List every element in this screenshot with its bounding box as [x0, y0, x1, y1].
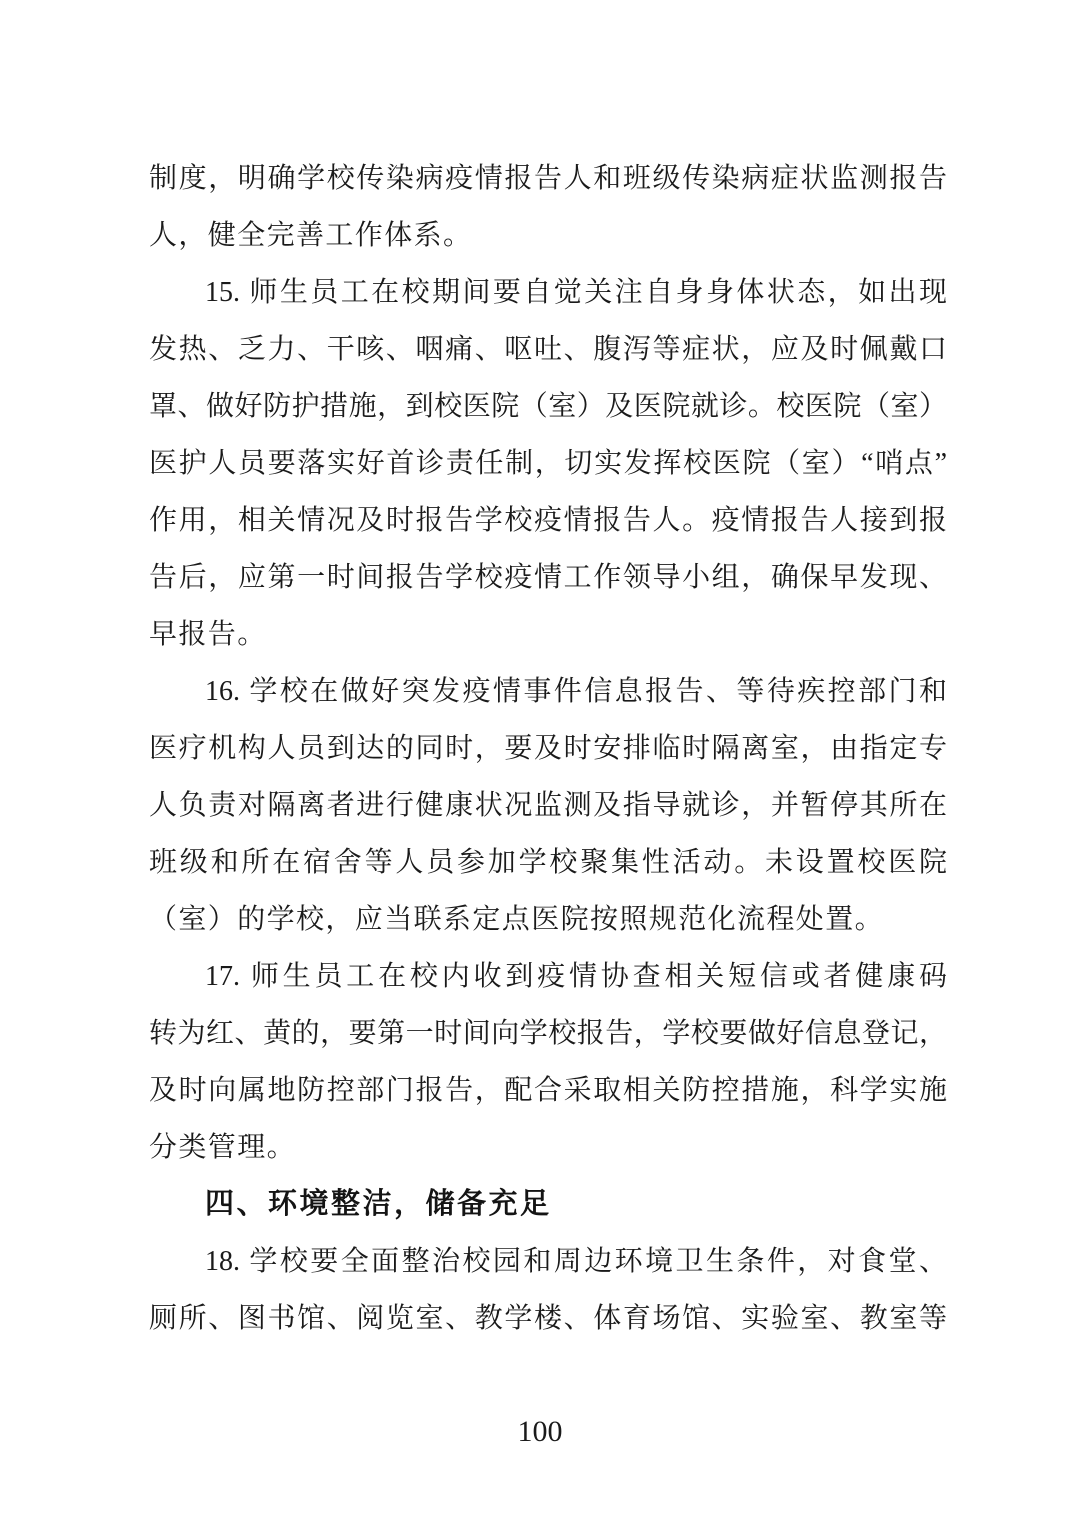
- text-line: 转为红、黄的，要第一时间向学校报告，学校要做好信息登记，: [149, 1018, 947, 1049]
- text-line: 人，健全完善工作体系。: [149, 220, 473, 251]
- text-line-item-15: 15. 师生员工在校期间要自觉关注自身身体状态，如出现: [205, 277, 947, 308]
- text-line: 医护人员要落实好首诊责任制，切实发挥校医院（室）“哨点”: [149, 448, 947, 479]
- text-line: 分类管理。: [149, 1132, 297, 1163]
- text-line-item-16: 16. 学校在做好突发疫情事件信息报告、等待疾控部门和: [205, 676, 947, 707]
- text-line-item-17: 17. 师生员工在校内收到疫情协查相关短信或者健康码: [205, 961, 947, 992]
- text-line-item-18: 18. 学校要全面整治校园和周边环境卫生条件，对食堂、: [205, 1246, 947, 1277]
- section-heading: 四、环境整洁，储备充足: [205, 1188, 552, 1220]
- text-line: 及时向属地防控部门报告，配合采取相关防控措施，科学实施: [149, 1075, 947, 1106]
- text-line: 人负责对隔离者进行健康状况监测及指导就诊，并暂停其所在: [149, 790, 947, 821]
- text-line: 告后，应第一时间报告学校疫情工作领导小组，确保早发现、: [149, 562, 947, 593]
- text-line: 作用，相关情况及时报告学校疫情报告人。疫情报告人接到报: [149, 505, 947, 536]
- text-line: 罩、做好防护措施，到校医院（室）及医院就诊。校医院（室）: [149, 391, 947, 422]
- text-line: 厕所、图书馆、阅览室、教学楼、体育场馆、实验室、教室等: [149, 1303, 947, 1334]
- text-line: 班级和所在宿舍等人员参加学校聚集性活动。未设置校医院: [149, 847, 947, 878]
- text-line: 医疗机构人员到达的同时，要及时安排临时隔离室，由指定专: [149, 733, 947, 764]
- text-line: （室）的学校，应当联系定点医院按照规范化流程处置。: [149, 904, 885, 935]
- text-line: 制度，明确学校传染病疫情报告人和班级传染病症状监测报告: [149, 163, 947, 194]
- text-line: 早报告。: [149, 619, 267, 650]
- page-number: 100: [517, 1415, 563, 1448]
- document-body: [149, 150, 947, 1347]
- text-line: 发热、乏力、干咳、咽痛、呕吐、腹泻等症状，应及时佩戴口: [149, 334, 947, 365]
